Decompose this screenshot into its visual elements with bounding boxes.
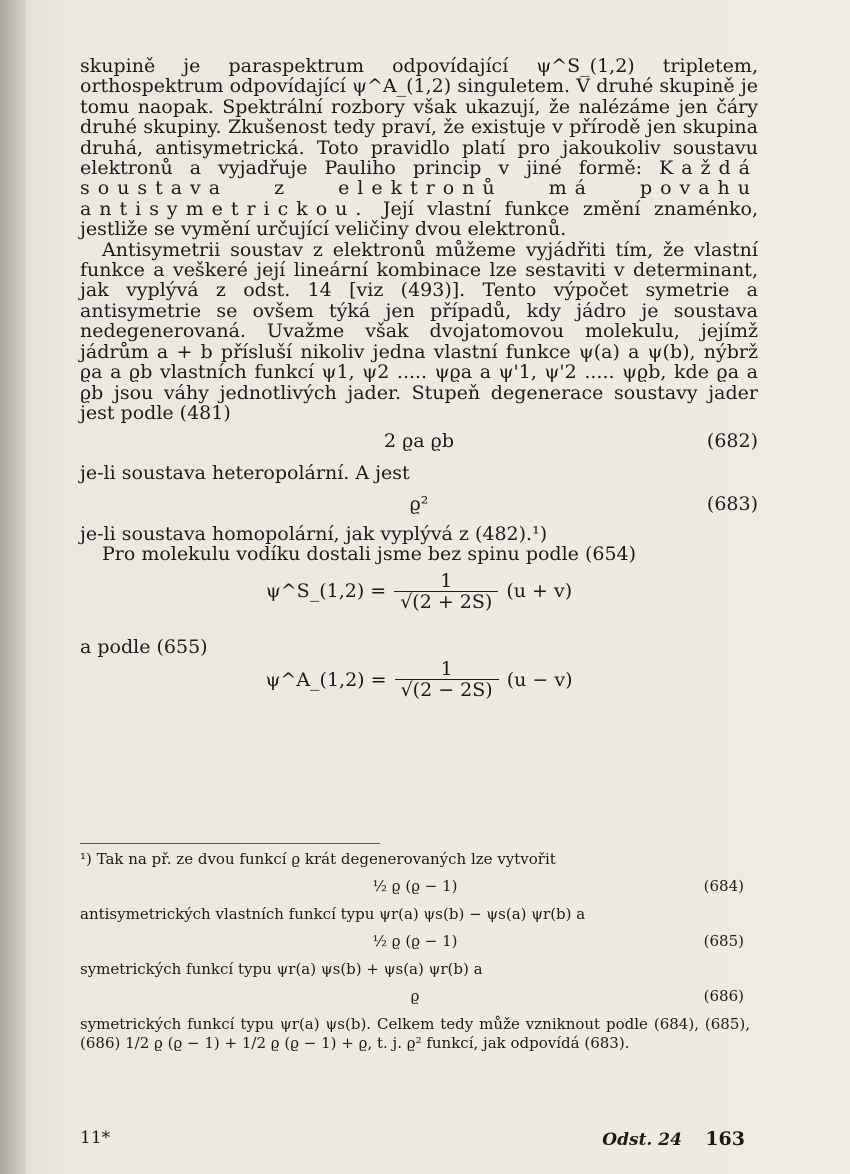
equation-683 — [80, 484, 758, 524]
eq-s-numerator: 1 — [440, 569, 453, 592]
paragraph-5: Pro molekulu vodíku dostali jsme bez spinu podle (654) — [102, 543, 637, 566]
equation-683-number: (683) — [706, 492, 758, 515]
footnote-line-3: symetrických funkcí typu ψr(a) ψs(b) + ψs(a) ψr(b) a — [80, 960, 483, 978]
equation-symmetric — [80, 565, 758, 637]
equation-682 — [80, 423, 758, 463]
footnote-line-2: antisymetrických vlastních funkcí typu ψr(a) ψs(b) − ψs(a) ψr(b) a — [80, 905, 586, 923]
equation-682-formula: 2 ϱa ϱb — [384, 430, 454, 453]
paragraph-1-end: Její vlastní funkce změní znaménko, jestliže se vymění určující veličiny dvou elektronů. — [80, 197, 758, 241]
eq-s-lhs: ψ^S_(1,2) = — [265, 580, 387, 603]
eq-s-denominator: √(2 + 2S) — [394, 591, 498, 612]
equation-685-formula: ½ ϱ (ϱ − 1) — [372, 932, 458, 950]
equation-686 — [80, 979, 750, 1015]
paragraph-1 — [80, 56, 758, 240]
equation-683-formula: ϱ² — [409, 492, 429, 515]
main-text — [80, 56, 758, 729]
equation-685 — [80, 924, 750, 960]
equation-685-number: (685) — [703, 932, 744, 950]
eq-a-lhs: ψ^A_(1,2) = — [265, 668, 387, 691]
eq-s-rhs: (u + v) — [506, 580, 573, 603]
equation-684-formula: ½ ϱ (ϱ − 1) — [372, 877, 458, 895]
eq-a-numerator: 1 — [440, 657, 453, 680]
paragraph-2: Antisymetrii soustav z elektronů můžeme vyjádřiti tím, že vlastní funkce a veškeré její lineární kombinace lze sestaviti v determinant, jak vyplývá z odst. 14 [viz (493)]. Tento výpočet symetrie a antisymetrie se ovšem týká jen případů, kdy jádro je soustava nedegenerovaná. Uvažme však dvojatomovou molekulu, jejímž jádrům a + b přísluší nikoliv jedna vlastní funkce ψ(a) a ψ(b), nýbrž ϱa a ϱb vlastních funkcí ψ1, ψ2 ..... ψϱa a ψ'1, ψ'2 ..... ψϱb, kde ϱa a ϱb jsou váhy jednotlivých jader. Stupeň degenerace soustavy jader jest podle (481) — [80, 238, 758, 424]
paragraph-4: je-li soustava homopolární, jak vyplývá z (482).¹) — [80, 522, 548, 545]
footnote-line-4: symetrických funkcí typu ψr(a) ψs(b). Celkem tedy může vzniknout podle (684), (685), (686) 1/2 ϱ (ϱ − 1) + 1/2 ϱ (ϱ − 1) + ϱ, t. j. ϱ² funkcí, jak odpovídá (683). — [80, 1015, 750, 1052]
pauli-statement: Každá soustava z elektronů má povahu antisymetrickou. — [80, 157, 758, 220]
paragraph-3: je-li soustava heteropolární. A jest — [80, 462, 410, 485]
equation-684-number: (684) — [703, 877, 744, 895]
signature-mark: 11* — [80, 1128, 111, 1148]
equation-686-formula: ϱ — [410, 987, 420, 1005]
equation-684 — [80, 869, 750, 905]
eq-a-denominator: √(2 − 2S) — [395, 679, 499, 700]
equation-686-number: (686) — [703, 987, 744, 1005]
page-number: 163 — [705, 1128, 745, 1150]
footnote-rule — [80, 843, 380, 844]
eq-a-rhs: (u − v) — [506, 668, 573, 691]
paragraph-6: a podle (655) — [80, 635, 208, 658]
footnote-line-1: ¹) Tak na př. ze dvou funkcí ϱ krát degenerovaných lze vytvořit — [80, 850, 556, 868]
footer-right — [602, 1128, 745, 1150]
equation-682-number: (682) — [706, 430, 758, 453]
footnote — [80, 850, 750, 1053]
paragraph-1-text: skupině je paraspektrum odpovídající ψ^S_(1,2) tripletem, orthospektrum odpovídající ψ^A_(1,2) singuletem. V druhé skupině je tomu naopak. Spektrální rozbory však ukazují, že nalézáme jen čáry druhé skupiny. Zkušenost tedy praví, že existuje v přírodě jen skupina druhá, antisymetrická. Toto pravidlo platí pro jakoukoliv soustavu elektronů a vyjadřuje Pauliho princip v jiné formě: — [80, 55, 758, 180]
equation-antisymmetric — [80, 657, 758, 729]
section-label: Odst. 24 — [602, 1130, 682, 1150]
book-spine-shadow — [0, 0, 26, 1174]
